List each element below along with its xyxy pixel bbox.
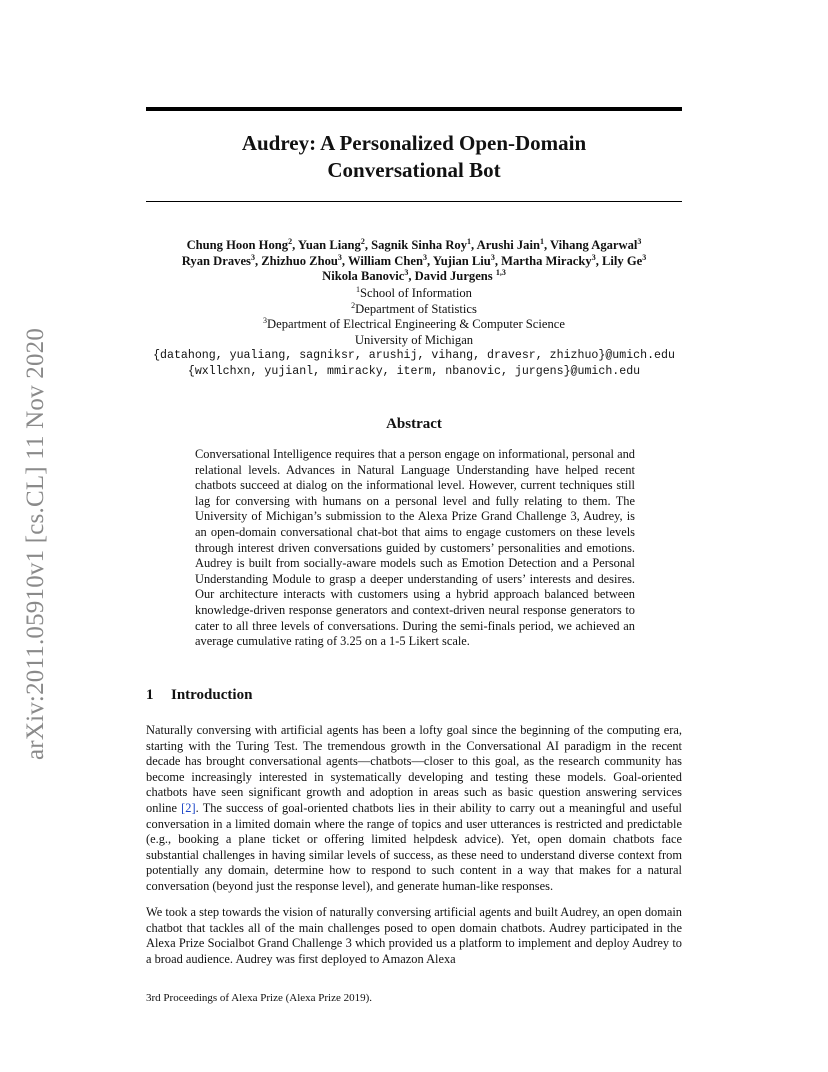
- intro-paragraph-1: [146, 723, 682, 895]
- section-number: 1: [146, 687, 154, 703]
- author-affiliation: 2: [360, 236, 365, 246]
- author-name: Chung Hoon Hong: [186, 238, 289, 252]
- affiliation-line: [100, 286, 728, 302]
- author-name: Vihang Agarwal: [550, 238, 638, 252]
- affiliation-number: 1: [356, 284, 361, 294]
- author-affiliation: 1,3: [495, 268, 506, 277]
- affiliation-text: School of Information: [360, 286, 472, 300]
- author-name: Martha Miracky: [501, 253, 592, 268]
- author-name: Sagnik Sinha Roy: [371, 238, 468, 252]
- title-bottom-rule: [146, 201, 682, 202]
- author-line-2: Ryan Draves$^3$, Zhizhuo Zhou$^3$, William Chen$^3$, Yujian Liu$^3$, Martha Miracky$^3$, Lily Ge$^3$: [181, 252, 647, 268]
- author-line-1: Chung Hoon Hong$^2$, Yuan Liang$^2$, Sagnik Sinha Roy$^1$, Arushi Jain$^1$, Vihang Agarwal$^3$: [186, 236, 642, 252]
- email-line-1: {datahong, yualiang, sagniksr, arushij, vihang, dravesr, zhizhuo}@umich.edu: [153, 349, 675, 363]
- author-affiliation: 3: [250, 252, 255, 262]
- affiliation-text: Department of Statistics: [355, 301, 477, 316]
- author-affiliation: 1: [467, 236, 472, 246]
- author-name: Zhizhuo Zhou: [261, 253, 338, 268]
- section-title: Introduction: [171, 687, 253, 703]
- abstract-heading: Abstract: [386, 416, 442, 432]
- author-line-3: Nikola Banovic$^3$, David Jurgens $^{1,3}$: [322, 268, 506, 284]
- email-line-2: {wxllchxn, yujianl, mmiracky, iterm, nbanovic, jurgens}@umich.edu: [187, 364, 641, 378]
- paragraph-text: Naturally conversing with artificial agents has been a lofty goal since the beginning of the computing era, starting with the Turing Test. The tremendous growth in the Conversational AI paradigm in the recent decade has brought conversational agents—chatbots—closer to this goal, as the research community has become increasingly interested in systematically developing and testing these models. Goal-oriented chatbots have seen significant growth and adoption in areas such as basic question answering services online: [146, 723, 682, 815]
- author-name: Yujian Liu: [432, 253, 491, 268]
- title-line-2: Conversational Bot: [327, 158, 501, 182]
- title-top-rule: [146, 107, 682, 111]
- author-affiliation: 3: [642, 252, 647, 262]
- author-list: [100, 238, 728, 285]
- author-name: Yuan Liang: [297, 238, 361, 252]
- author-affiliation: 3: [422, 252, 427, 262]
- author-affiliation: 3: [337, 252, 342, 262]
- citation-link[interactable]: [2]: [181, 800, 196, 815]
- author-name: Lily Ge: [602, 253, 643, 268]
- author-name: Arushi Jain: [476, 238, 540, 252]
- author-affiliation: 1: [539, 236, 544, 246]
- university: University of Michigan: [354, 332, 474, 347]
- author-affiliation: 3: [591, 252, 596, 262]
- affiliation-number: 2: [351, 300, 356, 310]
- author-affiliation: 3: [490, 252, 495, 262]
- author-name: William Chen: [347, 253, 423, 268]
- affiliation-text: Department of Electrical Engineering & Computer Science: [267, 317, 565, 332]
- author-name: David Jurgens: [414, 269, 493, 284]
- author-affiliation: 3: [637, 236, 642, 246]
- page-footer: 3rd Proceedings of Alexa Prize (Alexa Prize 2019).: [146, 992, 373, 1004]
- abstract-text: Conversational Intelligence requires that a person engage on informational, personal and relational levels. Advances in Natural Language Understanding have helped recent chatbots succeed at dialog on the informational level. However, current techniques still lag for conversing with humans on a personal level and fully relating to them. The University of Michigan’s submission to the Alexa Prize Grand Challenge 3, Audrey, is an open-domain conversational chat-bot that aims to engage customers on these levels through interest driven conversations guided by customers’ personalities and emotions. Audrey is built from socially-aware models such as Emotion Detection and a Personal Understanding Module to grasp a deeper understanding of users’ interests and desires. Our architecture interacts with customers using a hybrid approach balanced between knowledge-driven response generators and context-driven neural response generators to cater to all three levels of conversations. During the semi-finals period, we achieved an average cumulative rating of 3.25 on a 1-5 Likert scale.: [195, 447, 635, 649]
- author-affiliation: 2: [288, 236, 293, 246]
- affiliation-number: 3: [263, 316, 268, 325]
- affiliation-line: [100, 317, 728, 333]
- author-name: Nikola Banovic: [322, 269, 405, 284]
- title-line-1: Audrey: A Personalized Open-Domain: [241, 131, 587, 155]
- paragraph-text: . The success of goal-oriented chatbots lies in their ability to carry out a meaningful and useful conversation in a limited domain where the range of topics and user utterances is restricted and predictable (e.g., booking a plane ticket or offering limited helpdesk advice). Yet, open domain chatbots face substantial challenges in having similar levels of success, as these need to understand diverse context from potentially any domain, determine how to respond to such content in a way that makes for a natural conversation (beyond just the response level), and generate human-like responses.: [146, 800, 682, 893]
- arxiv-stamp: arXiv:2011.05910v1 [cs.CL] 11 Nov 2020: [22, 327, 49, 760]
- paper-title: [146, 130, 682, 184]
- affiliation-block: [100, 286, 728, 380]
- intro-paragraph-2: We took a step towards the vision of naturally conversing artificial agents and built Audrey, an open domain chatbot that tackles all of the main challenges posed to open domain chatbots. Audrey participated in the Alexa Prize Socialbot Grand Challenge 3 which provided us a platform to implement and deploy Audrey to a broad audience. Audrey was first deployed to Amazon Alexa: [146, 905, 682, 966]
- section-heading: [146, 687, 252, 704]
- author-name: Ryan Draves: [181, 253, 251, 268]
- affiliation-line: [100, 302, 728, 318]
- author-affiliation: 3: [404, 268, 409, 277]
